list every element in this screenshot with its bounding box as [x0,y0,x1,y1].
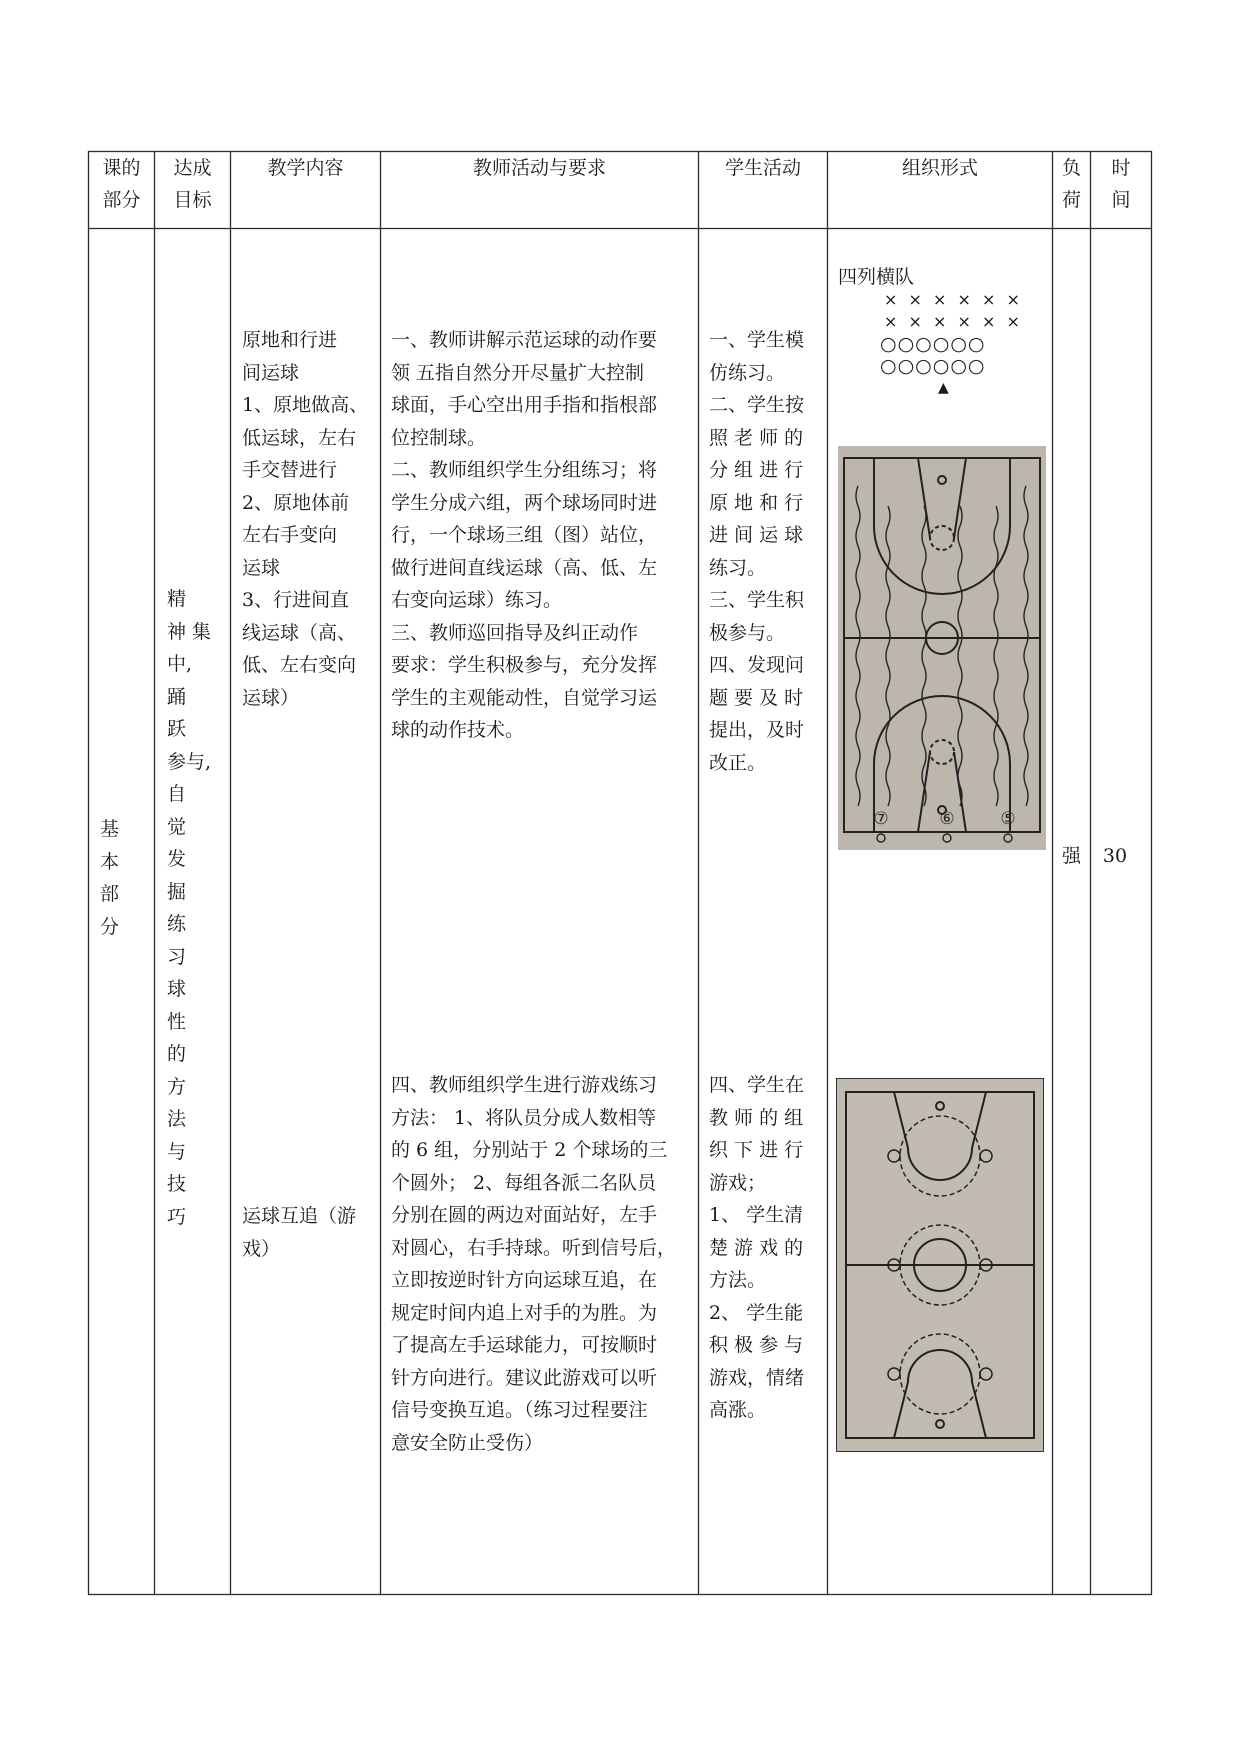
formation-title: 四列横队 [838,266,915,288]
header-content: 教学内容 [267,157,344,179]
header-part: 课的 部分 [102,157,141,211]
teacher-activity-2: 四、教师组织学生进行游戏练习 方法： 1、将队员分成人数相等 的 6 组，分别站于 2 个球场的三 个圆外； 2、每组各派二名队员 分别在圆的两边对面站好，左手 对圆心，右手持球。听到信号后， 立即按逆时针方向运球互追，在 规定时间内追上对手的为胜。为 了提高左手运球能力，可按顺时 针方向进行。建议此游戏可以听 信号变换互追。（练习过程要注 意安全防止受伤） [391,1074,677,1454]
student-activity-1: 一、学生模 仿练习。 二、学生按 照 老 师 的 分 组 进 行 原 地 和 行 进 间 运 球 练习。 三、学生积 极参与。 四、发现问 题 要 及 时 提出，及时 改正。 [709,329,805,774]
content-dribbling: 原地和行进 间运球 1、原地做高、 低运球，左右 手交替进行 2、原地体前 左右手变向 运球 3、行进间直 线运球（高、 低、左右变向 运球） [242,329,369,709]
time-value: 30 [1102,845,1128,867]
header-time: 时 间 [1111,157,1131,211]
part-label: 基 本 部 分 [100,818,120,938]
formation-o-row-1: ○○○○○○ [880,333,986,355]
formation-x-row-1: × × × × × × [884,290,1023,309]
formation-diagram [838,262,1048,399]
court-diagram-chase-game [836,1078,1044,1452]
court-diagram-dribbling [838,446,1046,850]
header-goal: 达成 目标 [173,157,212,211]
group-number-5: ⑤ [1000,809,1016,829]
header-teacher: 教师活动与要求 [472,157,606,179]
teacher-marker: ▲ [938,380,952,396]
student-activity-2: 四、学生在 教 师 的 组 织 下 进 行 游戏； 1、 学生清 楚 游 戏 的 方法。 2、 学生能 积 极 参 与 游戏，情绪 高涨。 [709,1074,805,1421]
header-student: 学生活动 [724,157,801,179]
group-number-7: ⑦ [873,809,889,829]
header-organization: 组织形式 [901,157,978,179]
teacher-activity-1: 一、教师讲解示范运球的动作要 领 五指自然分开尽量扩大控制 球面，手心空出用手指和指根部 位控制球。 二、教师组织学生分组练习；将 学生分成六组，两个球场同时进 行，一个球场三组（图）站位， 做行进间直线运球（高、低、左 右变向运球）练习。 三、教师巡回指导及纠正动作 要求：学生积极参与，充分发挥 学生的主观能动性，自觉学习运 球的动作技术。 [391,329,658,741]
content-game: 运球互追（游 戏） [242,1205,357,1260]
header-load: 负 荷 [1061,157,1081,211]
formation-x-row-2: × × × × × × [884,312,1023,331]
goal-text: 精 神 集 中, 踊 跃 参与, 自 觉 发 掘 练 习 球 性 的 方 法 与 技 巧 [167,588,212,1228]
load-value: 强 [1061,845,1081,867]
formation-o-row-2: ○○○○○○ [880,355,986,377]
group-number-6: ⑥ [939,809,955,829]
